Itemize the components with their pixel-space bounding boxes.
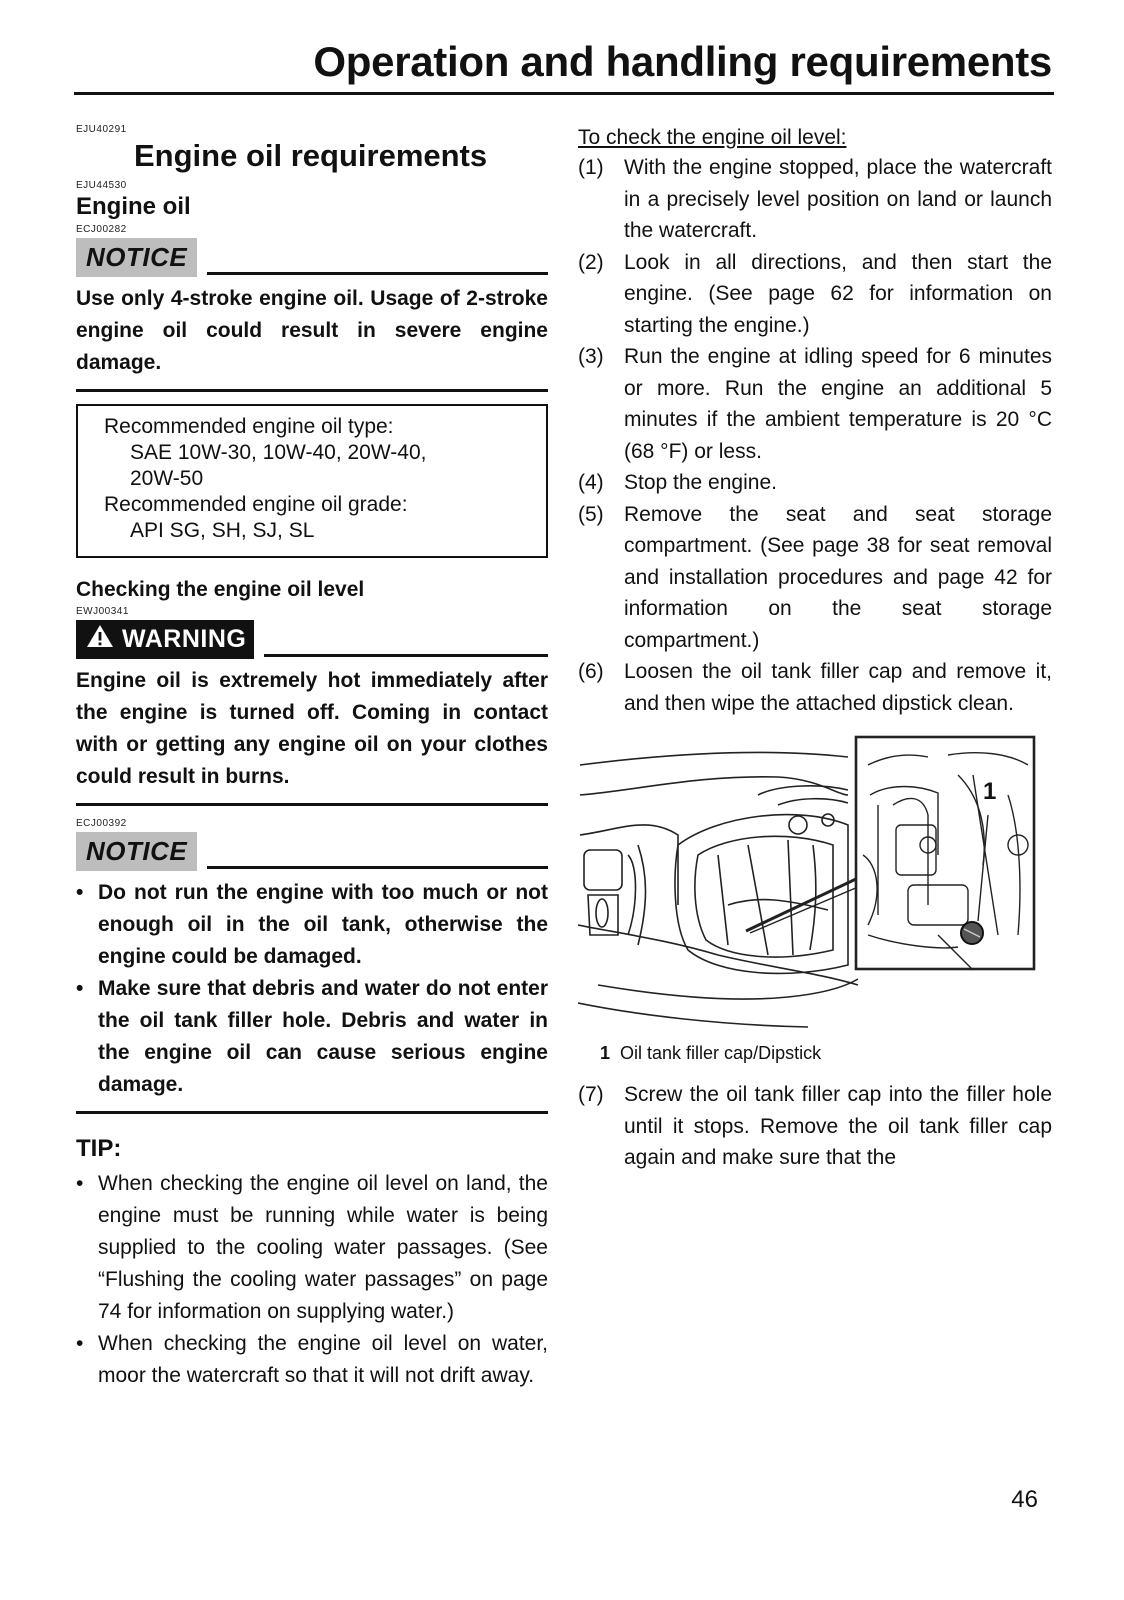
notice-rule — [207, 272, 548, 275]
spec-type-label: Recommended engine oil type: — [104, 415, 394, 438]
notice-end-rule — [76, 1111, 548, 1114]
doc-code: EJU40291 — [76, 124, 127, 135]
warning-label-box — [76, 620, 254, 659]
warning-label: WARNING — [122, 625, 247, 653]
doc-code: EWJ00341 — [76, 606, 129, 617]
step-item: (5) Remove the seat and seat storage compartment. (See page 38 for seat removal and installation procedures and page 42 for information on the seat storage compartment.) — [578, 502, 1052, 652]
list-item: • When checking the engine oil level on water, moor the watercraft so that it will not drift away. — [76, 1328, 548, 1392]
tip-list — [76, 1168, 548, 1392]
list-item: • When checking the engine oil level on land, the engine must be running while water is being supplied to the cooling water passages. (See “Flushing the cooling water passages” on page 74 for information on supplying water.) — [76, 1168, 548, 1328]
figure-callout-1: 1 — [983, 778, 997, 805]
warning-triangle-icon — [86, 624, 114, 655]
notice-header — [76, 238, 548, 277]
spec-box — [76, 404, 548, 558]
list-item: • Do not run the engine with too much or not enough oil in the oil tank, otherwise the engine could be damaged. — [76, 877, 548, 973]
section-title: Engine oil requirements — [134, 138, 488, 173]
notice-text: Use only 4-stroke engine oil. Usage of 2-stroke engine oil could result in severe engine damage. — [76, 287, 548, 374]
right-column — [578, 124, 1052, 1174]
step-item: (2) Look in all directions, and then start the engine. (See page 62 for information on starting the engine.) — [578, 250, 1052, 337]
warning-text: Engine oil is extremely hot immediately after the engine is turned off. Coming in contact with or getting any engine oil on your clothes could result in burns. — [76, 669, 548, 788]
notice-header — [76, 832, 548, 871]
notice-label: NOTICE — [76, 238, 197, 277]
step-item: (4) Stop the engine. — [578, 471, 777, 494]
left-column — [76, 124, 548, 1392]
doc-code: ECJ00282 — [76, 224, 127, 235]
check-oil-title: Checking the engine oil level — [76, 578, 365, 601]
list-item: • Make sure that debris and water do not enter the oil tank filler hole. Debris and water in the engine oil can cause serious engine damage. — [76, 973, 548, 1101]
notice-list — [76, 877, 548, 1101]
caption-text: Oil tank filler cap/Dipstick — [620, 1043, 822, 1063]
header-rule — [74, 92, 1054, 95]
doc-code: EJU44530 — [76, 180, 127, 191]
procedure-steps-continued — [578, 1079, 1052, 1174]
spec-type-value: SAE 10W-30, 10W-40, 20W-40, — [130, 441, 427, 464]
caption-number: 1 — [600, 1043, 611, 1063]
spec-type-value: 20W-50 — [130, 467, 204, 490]
doc-code: ECJ00392 — [76, 818, 127, 829]
figure-caption — [600, 1041, 1052, 1065]
step-item: (7) Screw the oil tank filler cap into the filler hole until it stops. Remove the oil tank filler cap again and make sure that the — [578, 1083, 1052, 1169]
page-header-title: Operation and handling requirements — [313, 38, 1052, 85]
warning-end-rule — [76, 803, 548, 806]
step-item: (3) Run the engine at idling speed for 6 minutes or more. Run the engine an additional 5 minutes if the ambient temperature is 20 °C (68 °F) or less. — [578, 345, 1052, 463]
warning-rule — [264, 654, 548, 657]
notice-end-rule — [76, 389, 548, 392]
notice-rule — [207, 866, 548, 869]
sub-title-engine-oil: Engine oil — [76, 193, 191, 220]
step-item: (1) With the engine stopped, place the watercraft in a precisely level position on land or launch the watercraft. — [578, 156, 1052, 242]
procedure-steps — [578, 152, 1052, 719]
procedure-heading: To check the engine oil level: — [578, 126, 847, 149]
step-item: (6) Loosen the oil tank filler cap and remove it, and then wipe the attached dipstick clean. — [578, 660, 1052, 715]
tip-title: TIP: — [76, 1135, 122, 1162]
notice-label: NOTICE — [76, 832, 197, 871]
spec-grade-label: Recommended engine oil grade: — [104, 493, 408, 516]
warning-header — [76, 620, 548, 659]
spec-grade-value: API SG, SH, SJ, SL — [130, 519, 315, 542]
engine-illustration — [578, 735, 1052, 1035]
page-number: 46 — [1011, 1486, 1038, 1513]
